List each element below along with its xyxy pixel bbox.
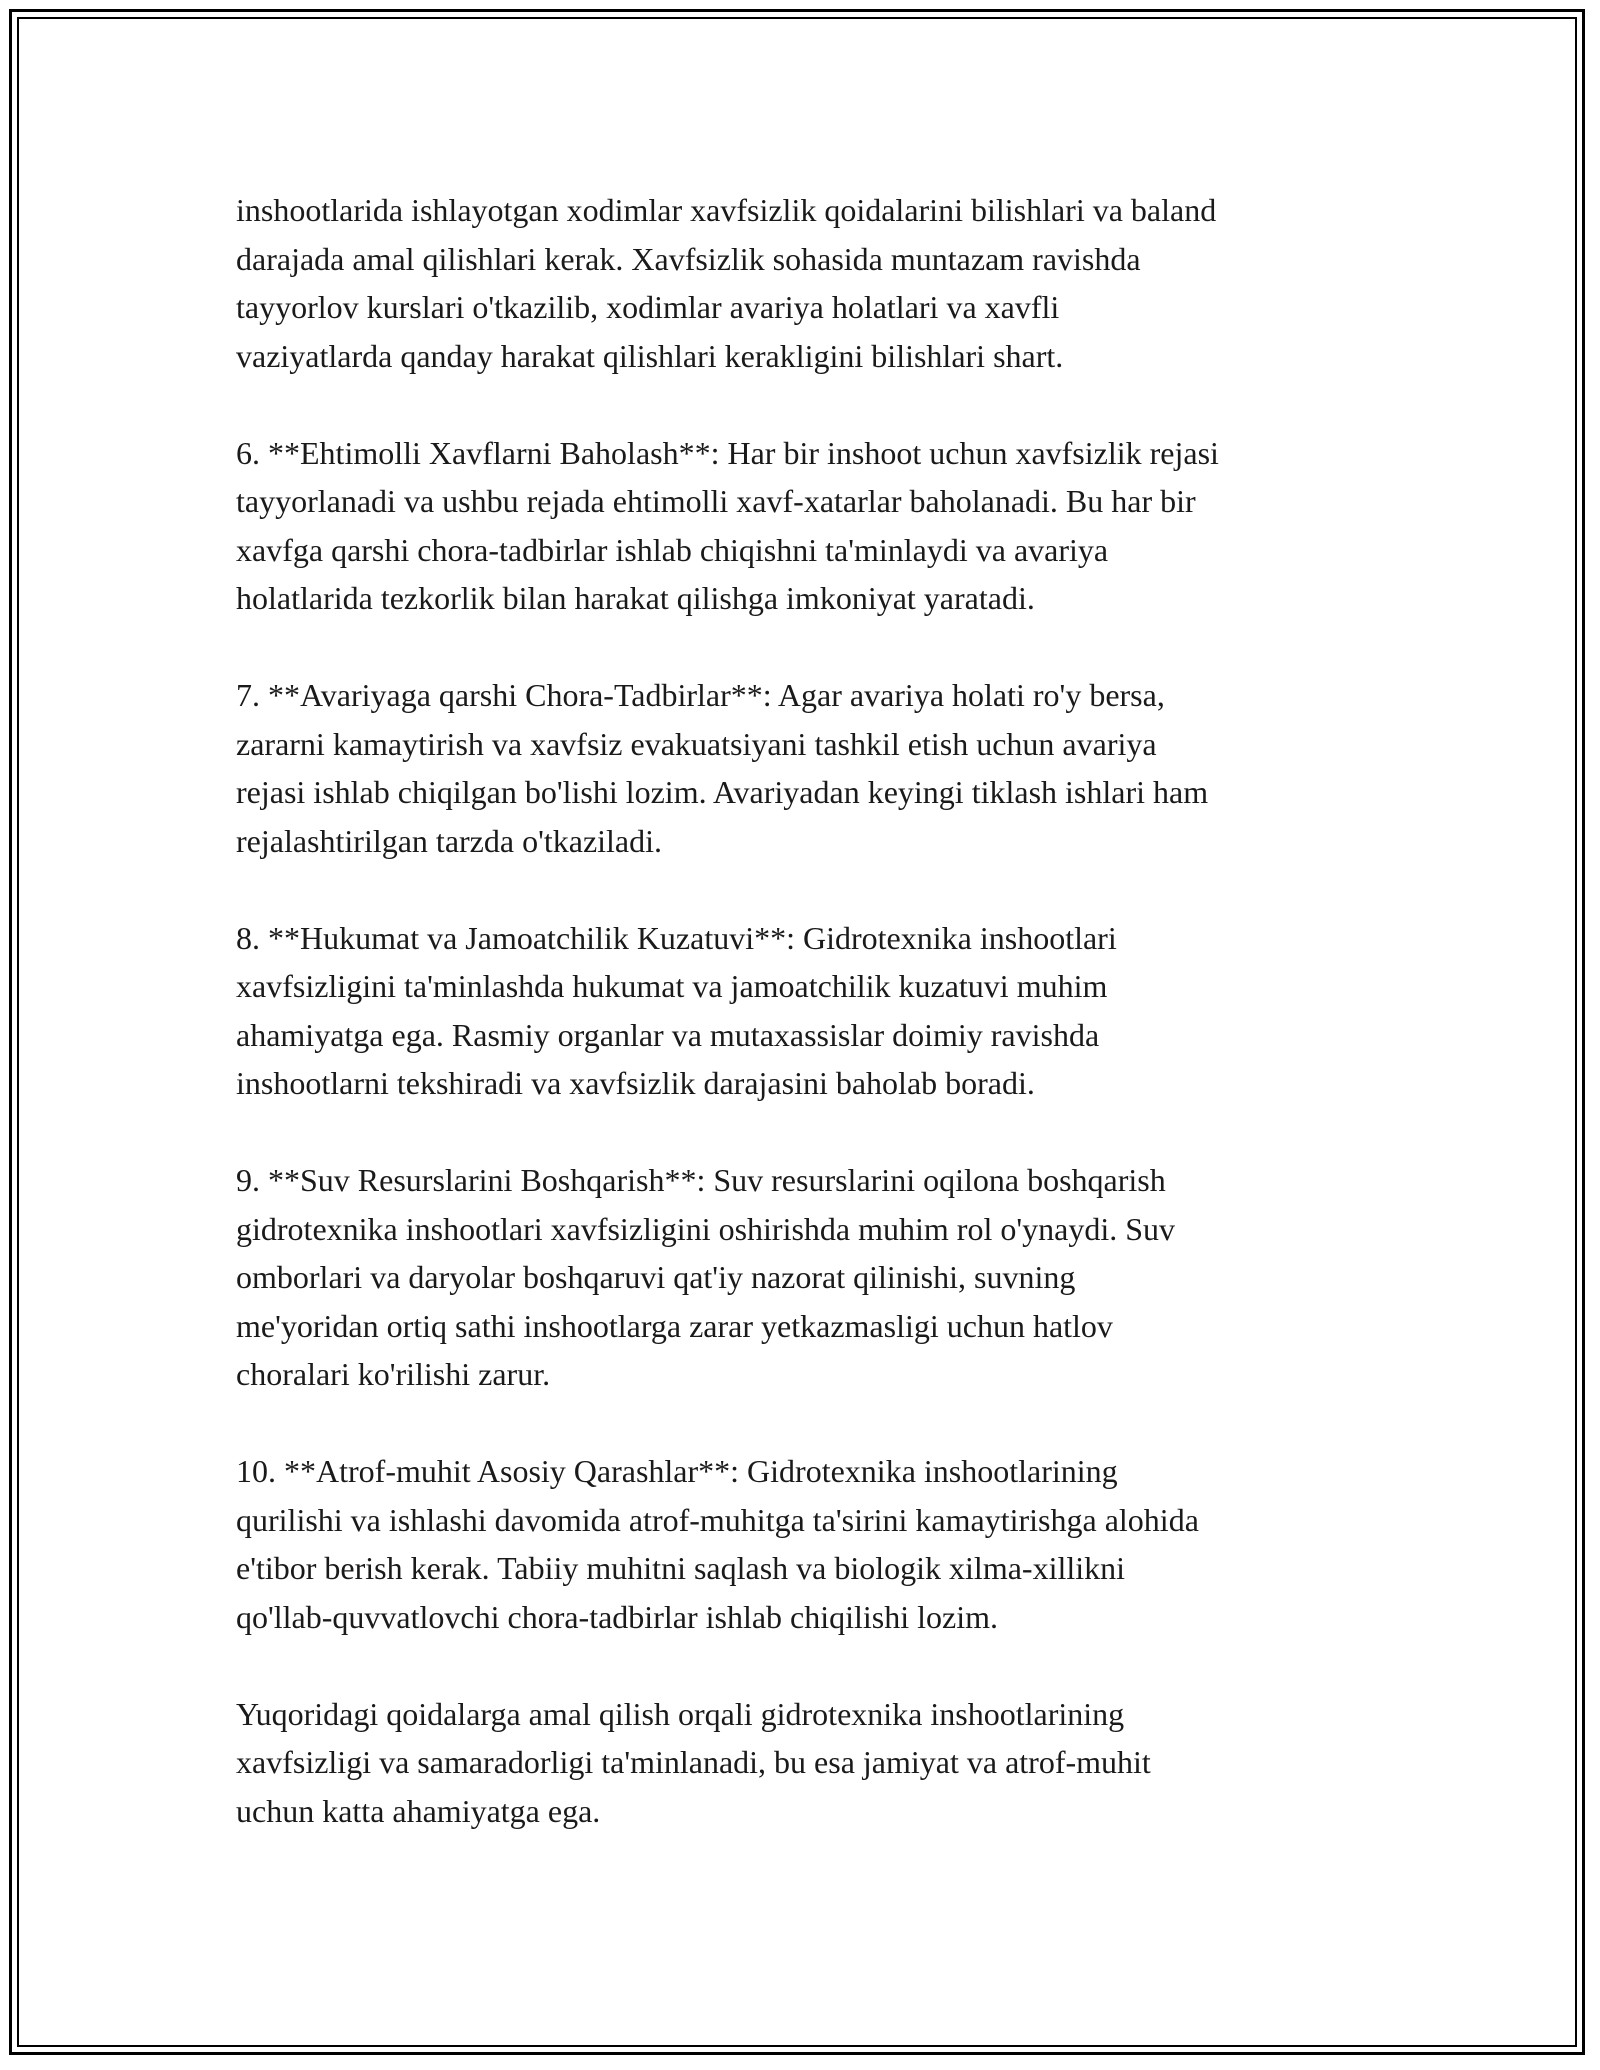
text-line: tayyorlanadi va ushbu rejada ehtimolli xavf-xatarlar baholanadi. Bu har bir <box>236 483 1196 519</box>
text-line: inshootlarida ishlayotgan xodimlar xavfsizlik qoidalarini bilishlari va baland <box>236 192 1217 228</box>
text-line: qurilishi va ishlashi davomida atrof-muhitga ta'sirini kamaytirishga alohida <box>236 1501 1199 1538</box>
text-line: inshootlarni tekshiradi va xavfsizlik darajasini baholab boradi. <box>236 1065 1035 1101</box>
text-line: ahamiyatga ega. Rasmiy organlar va mutaxassislar doimiy ravishda <box>236 1016 1100 1053</box>
text-line: e'tibor berish kerak. Tabiiy muhitni saqlash va biologik xilma-xillikni <box>236 1550 1126 1586</box>
paragraph-item-10 <box>236 1447 1376 1641</box>
text-line: 9. **Suv Resurslarini Boshqarish**: Suv resurslarini oqilona boshqarish <box>236 1162 1166 1198</box>
text-line: 10. **Atrof-muhit Asosiy Qarashlar**: Gidrotexnika inshootlarining <box>236 1453 1118 1489</box>
text-line: choralari ko'rilishi zarur. <box>236 1356 551 1392</box>
paragraph-item-7 <box>236 671 1376 865</box>
text-line: xavfga qarshi chora-tadbirlar ishlab chiqishni ta'minlaydi va avariya <box>236 531 1109 568</box>
text-line: tayyorlov kurslari o'tkazilib, xodimlar avariya holatlari va xavfli <box>236 289 1060 325</box>
text-line: uchun katta ahamiyatga ega. <box>236 1792 601 1829</box>
text-line: 8. **Hukumat va Jamoatchilik Kuzatuvi**: Gidrotexnika inshootlari <box>236 919 1117 956</box>
paragraph-item-9 <box>236 1156 1376 1399</box>
text-line: qo'llab-quvvatlovchi chora-tadbirlar ishlab chiqilishi lozim. <box>236 1598 999 1635</box>
paragraph-conclusion <box>236 1690 1376 1836</box>
text-line: 7. **Avariyaga qarshi Chora-Tadbirlar**: Agar avariya holati ro'y bersa, <box>236 677 1165 713</box>
paragraph-item-8 <box>236 914 1376 1108</box>
text-line: zararni kamaytirish va xavfsiz evakuatsiyani tashkil etish uchun avariya <box>236 725 1157 762</box>
text-line: darajada amal qilishlari kerak. Xavfsizlik sohasida muntazam ravishda <box>236 240 1141 277</box>
text-line: me'yoridan ortiq sathi inshootlarga zarar yetkazmasligi uchun hatlov <box>236 1307 1113 1344</box>
paragraph-item-6 <box>236 429 1376 623</box>
text-line: omborlari va daryolar boshqaruvi qat'iy nazorat qilinishi, suvning <box>236 1259 1076 1295</box>
text-line: vaziyatlarda qanday harakat qilishlari kerakligini bilishlari shart. <box>236 337 1064 374</box>
text-line: xavfsizligini ta'minlashda hukumat va jamoatchilik kuzatuvi muhim <box>236 968 1108 1004</box>
document-body <box>236 186 1376 1884</box>
text-line: gidrotexnika inshootlari xavfsizligini oshirishda muhim rol o'ynaydi. Suv <box>236 1210 1175 1247</box>
text-line: rejalashtirilgan tarzda o'tkaziladi. <box>236 822 663 859</box>
text-line: Yuqoridagi qoidalarga amal qilish orqali gidrotexnika inshootlarining <box>236 1695 1125 1732</box>
text-line: rejasi ishlab chiqilgan bo'lishi lozim. Avariyadan keyingi tiklash ishlari ham <box>236 774 1209 810</box>
paragraph-intro-continued <box>236 186 1376 380</box>
text-line: xavfsizligi va samaradorligi ta'minlanadi, bu esa jamiyat va atrof-muhit <box>236 1744 1151 1780</box>
text-line: 6. **Ehtimolli Xavflarni Baholash**: Har bir inshoot uchun xavfsizlik rejasi <box>236 434 1219 471</box>
text-line: holatlarida tezkorlik bilan harakat qilishga imkoniyat yaratadi. <box>236 580 1035 616</box>
